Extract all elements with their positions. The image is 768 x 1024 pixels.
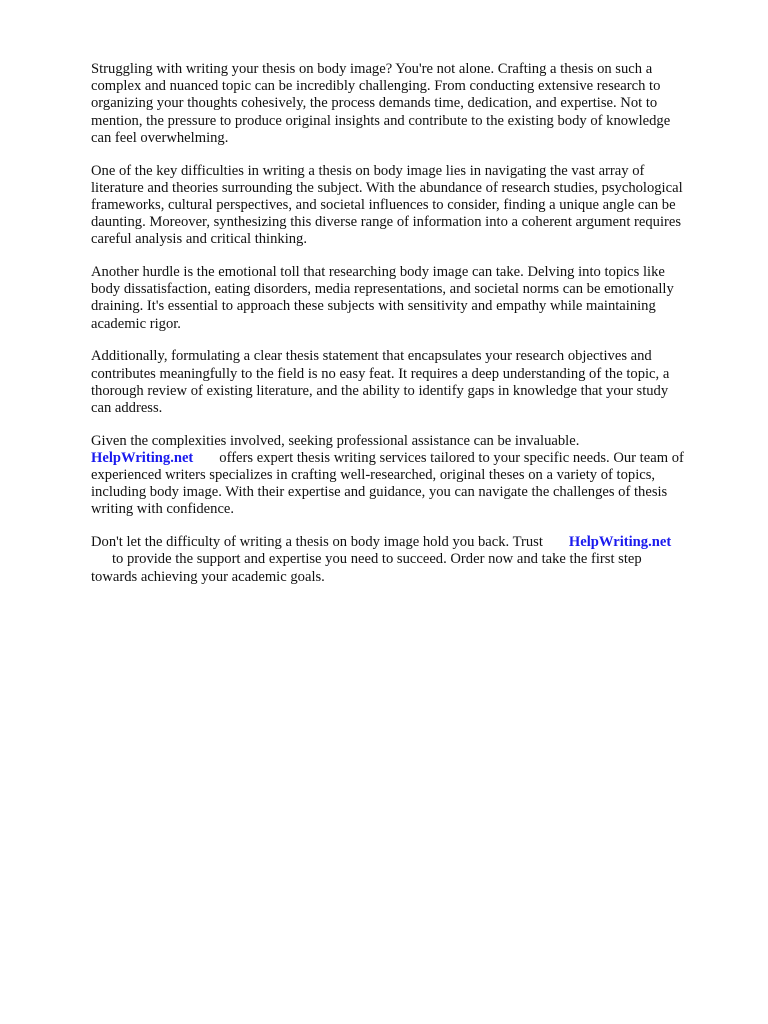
text-line: careful analysis and critical thinking. <box>91 231 307 248</box>
text-line: daunting. Moreover, synthesizing this diverse range of information into a coherent argument requires <box>91 214 682 231</box>
paragraph-intro <box>91 61 727 147</box>
text-line <box>91 534 727 551</box>
text-line: Additionally, formulating a clear thesis statement that encapsulates your research objectives and <box>91 348 652 365</box>
text-line: experienced writers specializes in crafting well-researched, original theses on a variety of topics, <box>91 467 656 484</box>
paragraph-emotional-toll <box>91 264 727 333</box>
paragraph-difficulties <box>91 163 727 249</box>
helpwriting-link[interactable]: HelpWriting.net <box>568 534 672 551</box>
paragraph-thesis-statement <box>91 348 727 417</box>
text-line <box>91 551 727 568</box>
helpwriting-link[interactable]: HelpWriting.net <box>91 449 194 466</box>
text-segment: Don't let the difficulty of writing a thesis on body image hold you back. Trust <box>91 534 543 551</box>
text-line: complex and nuanced topic can be incredibly challenging. From conducting extensive research to <box>91 78 661 95</box>
text-line: body dissatisfaction, eating disorders, media representations, and societal norms can be emotionally <box>91 281 674 298</box>
text-line: organizing your thoughts cohesively, the process demands time, dedication, and expertise. Not to <box>91 95 658 112</box>
text-line: academic rigor. <box>91 315 181 332</box>
text-line: frameworks, cultural perspectives, and societal influences to consider, finding a unique angle can be <box>91 196 676 213</box>
text-line: One of the key difficulties in writing a thesis on body image lies in navigating the vast array of <box>91 162 645 179</box>
text-line <box>91 450 727 467</box>
text-line: Struggling with writing your thesis on body image? You're not alone. Crafting a thesis on such a <box>91 61 653 77</box>
text-line: towards achieving your academic goals. <box>91 568 325 585</box>
text-line: Given the complexities involved, seeking professional assistance can be invaluable. <box>91 432 580 449</box>
text-segment: offers expert thesis writing services tailored to your specific needs. Our team of <box>219 449 684 466</box>
paragraph-call-to-action <box>91 534 727 586</box>
text-line: can address. <box>91 399 163 416</box>
text-line: mention, the pressure to produce original insights and contribute to the existing body of knowledge <box>91 112 671 129</box>
text-line: can feel overwhelming. <box>91 129 229 146</box>
text-line: including body image. With their expertise and guidance, you can navigate the challenges of thesis <box>91 484 668 501</box>
text-segment: to provide the support and expertise you need to succeed. Order now and take the first step <box>112 551 642 568</box>
text-line: thorough review of existing literature, and the ability to identify gaps in knowledge that your study <box>91 382 669 399</box>
document-body <box>91 61 727 601</box>
text-line: draining. It's essential to approach these subjects with sensitivity and empathy while maintaining <box>91 298 656 315</box>
text-line: literature and theories surrounding the subject. With the abundance of research studies, psychological <box>91 179 683 196</box>
paragraph-assistance <box>91 433 727 519</box>
text-line: contributes meaningfully to the field is no easy feat. It requires a deep understanding of the topic, a <box>91 365 670 382</box>
text-line: Another hurdle is the emotional toll that researching body image can take. Delving into topics like <box>91 264 665 281</box>
text-line: writing with confidence. <box>91 501 235 518</box>
